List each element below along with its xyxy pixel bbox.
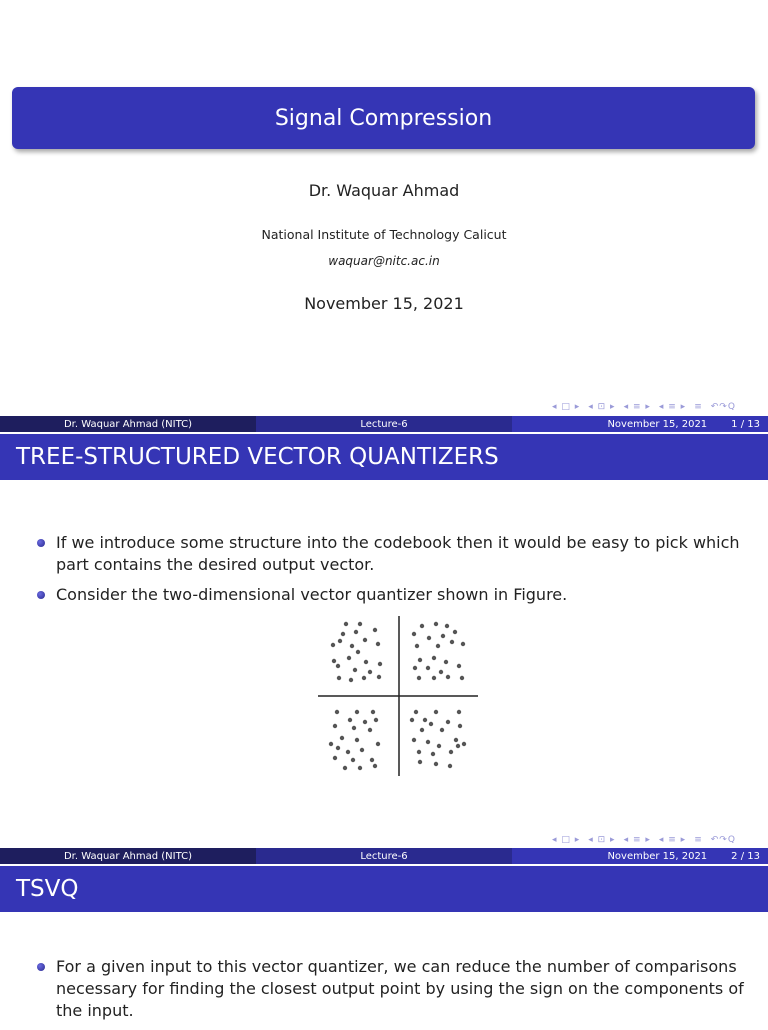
nav-search-icon[interactable]: ↶↷Q [710,835,736,845]
bullet-icon [37,591,45,599]
institute-name: National Institute of Technology Calicut [261,227,507,242]
nav-section-icon[interactable]: ◂ ≡ ▸ [623,835,651,845]
nav-toc-icon[interactable]: ≡ [694,402,703,412]
list-item: Consider the two-dimensional vector quantizer shown in Figure. [0,584,768,606]
bullet-list [0,532,768,614]
footer-lecture: Lecture-6 [256,416,512,432]
presentation-date: November 15, 2021 [304,294,464,313]
frame-title: TSVQ [16,876,79,902]
beamer-navigation-bar [552,835,736,847]
nav-subsection-icon[interactable]: ◂ ⊡ ▸ [588,835,616,845]
footer-bar-2 [0,848,768,864]
author-email[interactable]: waquar@nitc.ac.in [328,254,440,268]
footer-right [512,416,768,432]
nav-frame-prev-icon[interactable]: ◂ □ ▸ [552,402,581,412]
footer-lecture: Lecture-6 [256,848,512,864]
nav-subsection-icon[interactable]: ◂ ⊡ ▸ [588,402,616,412]
nav-doc-icon[interactable]: ◂ ≡ ▸ [658,402,687,412]
nav-frame-prev-icon[interactable]: ◂ □ ▸ [552,835,581,845]
footer-right [512,848,768,864]
beamer-navigation-bar [552,402,736,414]
nav-search-icon[interactable]: ↶↷Q [710,402,736,412]
list-item: If we introduce some structure into the codebook then it would be easy to pick which part contains the desired output vector. [0,532,768,576]
bullet-icon [37,963,45,971]
footer-author: Dr. Waquar Ahmad (NITC) [0,416,256,432]
footer-bar-1 [0,416,768,432]
footer-page-number: 1 / 13 [731,418,760,430]
footer-date: November 15, 2021 [607,418,708,430]
frame-title-bar [0,866,768,912]
presentation-title: Signal Compression [274,105,493,131]
presentation-title-box [12,87,755,149]
bullet-icon [37,539,45,547]
bullet-list [0,956,768,1030]
footer-date: November 15, 2021 [607,850,708,862]
frame-title: TREE-STRUCTURED VECTOR QUANTIZERS [16,444,499,470]
frame-title-bar [0,434,768,480]
nav-section-icon[interactable]: ◂ ≡ ▸ [623,402,651,412]
nav-toc-icon[interactable]: ≡ [694,835,703,845]
author-name: Dr. Waquar Ahmad [308,181,460,200]
footer-author: Dr. Waquar Ahmad (NITC) [0,848,256,864]
footer-page-number: 2 / 13 [731,850,760,862]
vector-quantizer-figure [318,614,480,778]
nav-doc-icon[interactable]: ◂ ≡ ▸ [658,835,687,845]
list-item: For a given input to this vector quantizer, we can reduce the number of comparisons necessary for finding the closest output point by using the sign on the components of the input. [0,956,768,1022]
